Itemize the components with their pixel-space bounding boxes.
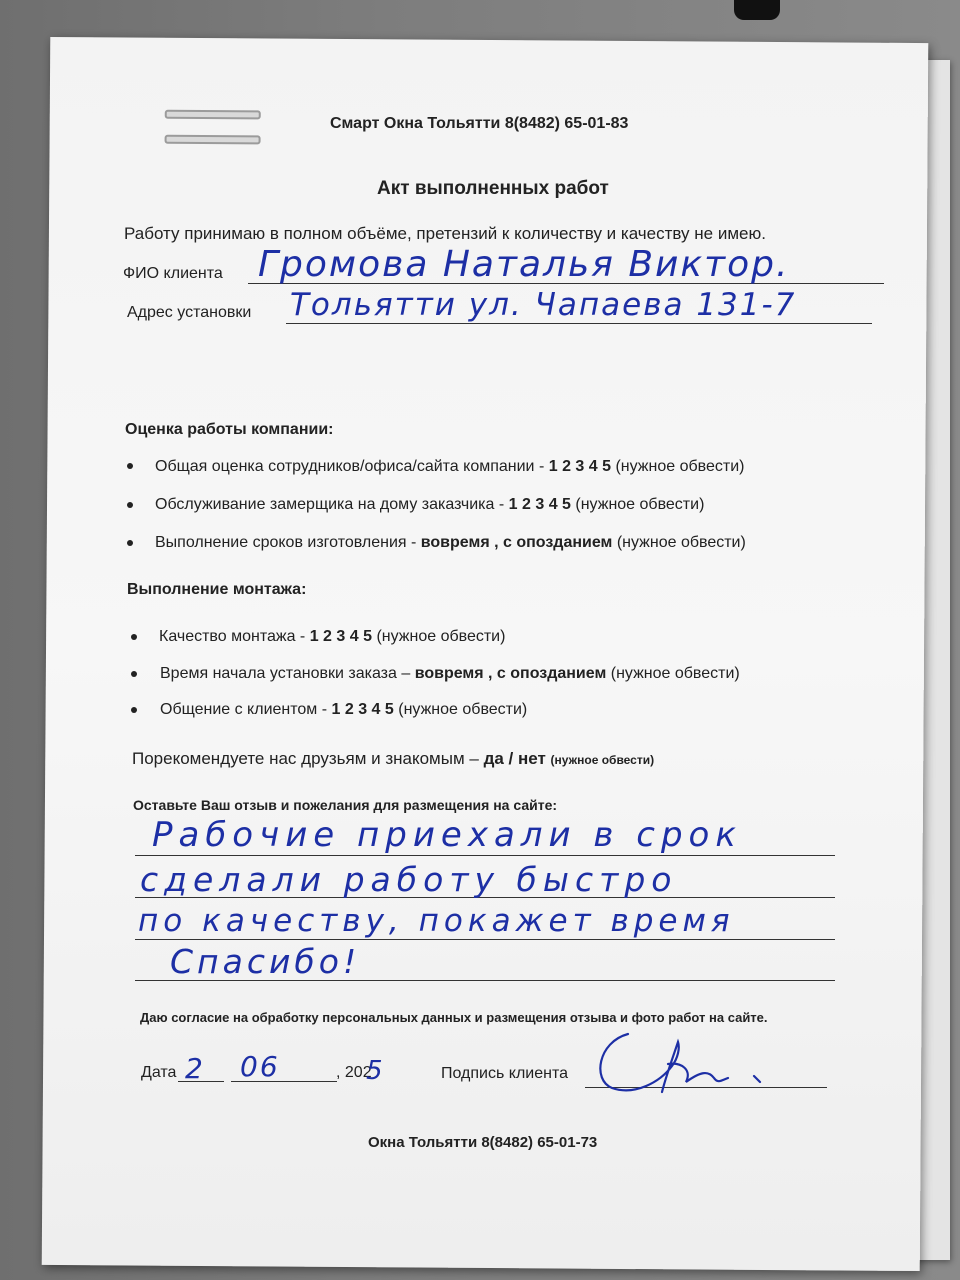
date-label: Дата <box>141 1064 177 1081</box>
rating-item-label: Обслуживание замерщика на дому заказчика - <box>155 496 505 513</box>
install-item-label: Качество монтажа - <box>159 628 306 645</box>
address-label: Адрес установки <box>127 304 252 321</box>
install-options: вовремя , с опозданием <box>414 665 607 682</box>
review-line <box>135 939 835 940</box>
bullet <box>127 502 133 508</box>
install-hint: (нужное обвести) <box>610 665 740 682</box>
install-hint: (нужное обвести) <box>376 628 506 645</box>
install-item-label: Время начала установки заказа – <box>160 665 411 682</box>
company-rating-heading: Оценка работы компании: <box>125 421 334 438</box>
review-text-line-1: Рабочие приехали в срок <box>152 815 742 855</box>
install-item-quality <box>159 628 505 646</box>
recommend-hint: (нужное обвести) <box>550 753 655 767</box>
address-value: Тольятти ул. Чапаева 131-7 <box>290 287 797 323</box>
client-name-label: ФИО клиента <box>123 265 223 282</box>
installation-heading: Выполнение монтажа: <box>127 581 307 598</box>
install-item-start-time <box>160 665 740 683</box>
rating-item-overall <box>155 458 744 476</box>
staple <box>165 110 261 120</box>
recommend-label: Порекомендуете нас друзьям и знакомым – <box>132 749 479 768</box>
staple <box>165 135 261 145</box>
date-year-digit: 5 <box>366 1056 385 1086</box>
footer-contact: Окна Тольятти 8(8482) 65-01-73 <box>368 1134 598 1151</box>
review-text-line-2: сделали работу быстро <box>140 860 678 899</box>
review-text-line-3: по качеству, покажет время <box>138 903 735 939</box>
acceptance-statement: Работу принимаю в полном объёме, претензий к количеству и качеству не имею. <box>124 224 766 243</box>
company-header: Смарт Окна Тольятти 8(8482) 65-01-83 <box>330 115 629 132</box>
review-heading: Оставьте Ваш отзыв и пожелания для размещения на сайте: <box>133 797 558 813</box>
rating-item-label: Выполнение сроков изготовления - <box>155 534 417 551</box>
bullet <box>131 707 137 713</box>
rating-item-deadlines <box>155 534 746 552</box>
date-year-prefix: , 202 <box>336 1064 372 1081</box>
bullet <box>131 671 137 677</box>
rating-item-label: Общая оценка сотрудников/офиса/сайта компании - <box>155 458 545 475</box>
address-line <box>286 323 872 324</box>
client-name-value: Громова Наталья Виктор. <box>258 244 790 285</box>
review-line <box>135 855 835 856</box>
recommend-options: да / нет <box>483 749 546 768</box>
consent-text: Даю согласие на обработку персональных данных и размещения отзыва и фото работ на сайте. <box>140 1010 768 1025</box>
date-month-value: 06 <box>240 1050 280 1083</box>
install-item-label: Общение с клиентом - <box>160 701 328 718</box>
bullet <box>127 540 133 546</box>
client-signature <box>590 1030 790 1100</box>
install-options: 1 2 3 4 5 <box>331 701 394 718</box>
review-text-line-4: Спасибо! <box>170 942 361 981</box>
rating-hint: (нужное обвести) <box>575 496 705 513</box>
rating-options: 1 2 3 4 5 <box>508 496 571 513</box>
install-item-communication <box>160 701 527 719</box>
install-options: 1 2 3 4 5 <box>309 628 372 645</box>
document-title: Акт выполненных работ <box>377 178 609 199</box>
date-day-value: 2 <box>185 1052 205 1085</box>
recommend-row <box>132 749 654 769</box>
bullet <box>127 463 133 469</box>
bullet <box>131 634 137 640</box>
document-sheet <box>42 37 929 1271</box>
rating-item-measurer <box>155 496 704 514</box>
install-hint: (нужное обвести) <box>398 701 528 718</box>
rating-hint: (нужное обвести) <box>616 534 746 551</box>
rating-options: вовремя , с опозданием <box>420 534 613 551</box>
rating-options: 1 2 3 4 5 <box>548 458 611 475</box>
black-marker-cap <box>734 0 780 20</box>
rating-hint: (нужное обвести) <box>615 458 745 475</box>
signature-label: Подпись клиента <box>441 1065 568 1082</box>
